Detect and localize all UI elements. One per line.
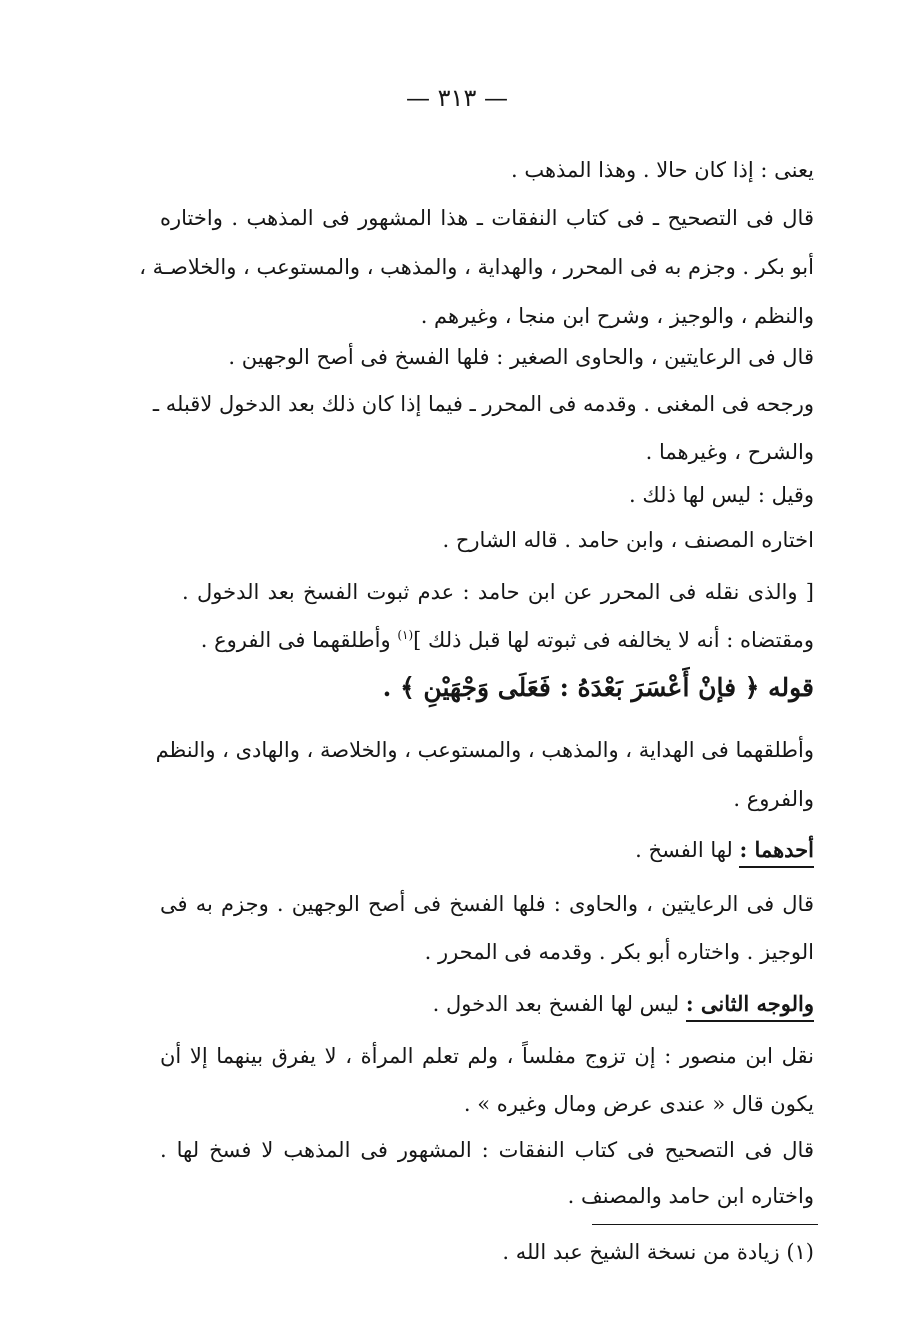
text-line: والنظم ، والوجيز ، وشرح ابن منجا ، وغيرهم . [420, 304, 814, 328]
footnote-marker: (١) [397, 628, 414, 642]
section-heading: والوجه الثانى : [686, 990, 814, 1022]
text-line: وقيل : ليس لها ذلك . [629, 483, 814, 507]
quoted-heading: قوله ﴿ فإنْ أَعْسَرَ بَعْدَهُ : فَعَلَى وَجْهَيْنِ ﴾ . [382, 673, 814, 702]
text-line: قال فى الرعايتين ، والحاوى : فلها الفسخ فى أصح الوجهين . وجزم به فى [160, 892, 814, 916]
text-line: والشرح ، وغيرهما . [645, 440, 814, 464]
text-line: قال فى الرعايتين ، والحاوى الصغير : فلها الفسخ فى أصح الوجهين . [228, 345, 814, 369]
text-line [201, 621, 814, 654]
text-segment: ليس لها الفسخ بعد الدخول . [432, 992, 686, 1016]
text-line: قال فى التصحيح فى كتاب النفقات : المشهور فى المذهب لا فسخ لها . [160, 1138, 814, 1162]
bracketed-addition: ومقتضاه : أنه لا يخالفه فى ثبوته لها قبل ذلك ] [413, 628, 814, 652]
section-heading: أحدهما : [739, 836, 814, 868]
text-line: الوجيز . واختاره أبو بكر . وقدمه فى المحرر . [424, 940, 814, 964]
text-line: أبو بكر . وجزم به فى المحرر ، والهداية ، والمذهب ، والمستوعب ، والخلاصـة ، [139, 255, 814, 279]
text-line: وأطلقهما فى الهداية ، والمذهب ، والمستوعب ، والخلاصة ، والهادى ، والنظم [155, 738, 814, 762]
footnote-separator [592, 1224, 818, 1225]
text-line [635, 836, 814, 868]
text-line: واختاره ابن حامد والمصنف . [567, 1184, 814, 1208]
page-number: — ٣١٣ — [406, 84, 508, 112]
text-line: [ والذى نقله فى المحرر عن ابن حامد : عدم ثبوت الفسخ بعد الدخول . [182, 580, 814, 604]
text-line [433, 990, 814, 1022]
text-line: قال فى التصحيح ـ فى كتاب النفقات ـ هذا المشهور فى المذهب . واختاره [160, 206, 814, 230]
text-segment: لها الفسخ . [635, 838, 740, 862]
text-segment: وأطلقهما فى الفروع . [200, 628, 398, 652]
text-line: والفروع . [733, 787, 814, 811]
text-line: اختاره المصنف ، وابن حامد . قاله الشارح . [442, 528, 814, 552]
text-line: ورجحه فى المغنى . وقدمه فى المحرر ـ فيما إذا كان ذلك بعد الدخول لاقبله ـ [152, 392, 814, 416]
text-line: يعنى : إذا كان حالا . وهذا المذهب . [510, 158, 814, 182]
text-line: يكون قال « عندى عرض ومال وغيره » . [463, 1092, 814, 1116]
text-line: نقل ابن منصور : إن تزوج مفلساً ، ولم تعلم المرأة ، لا يفرق بينهما إلا أن [160, 1044, 814, 1068]
footnote: (١) زيادة من نسخة الشيخ عبد الله . [502, 1240, 814, 1264]
